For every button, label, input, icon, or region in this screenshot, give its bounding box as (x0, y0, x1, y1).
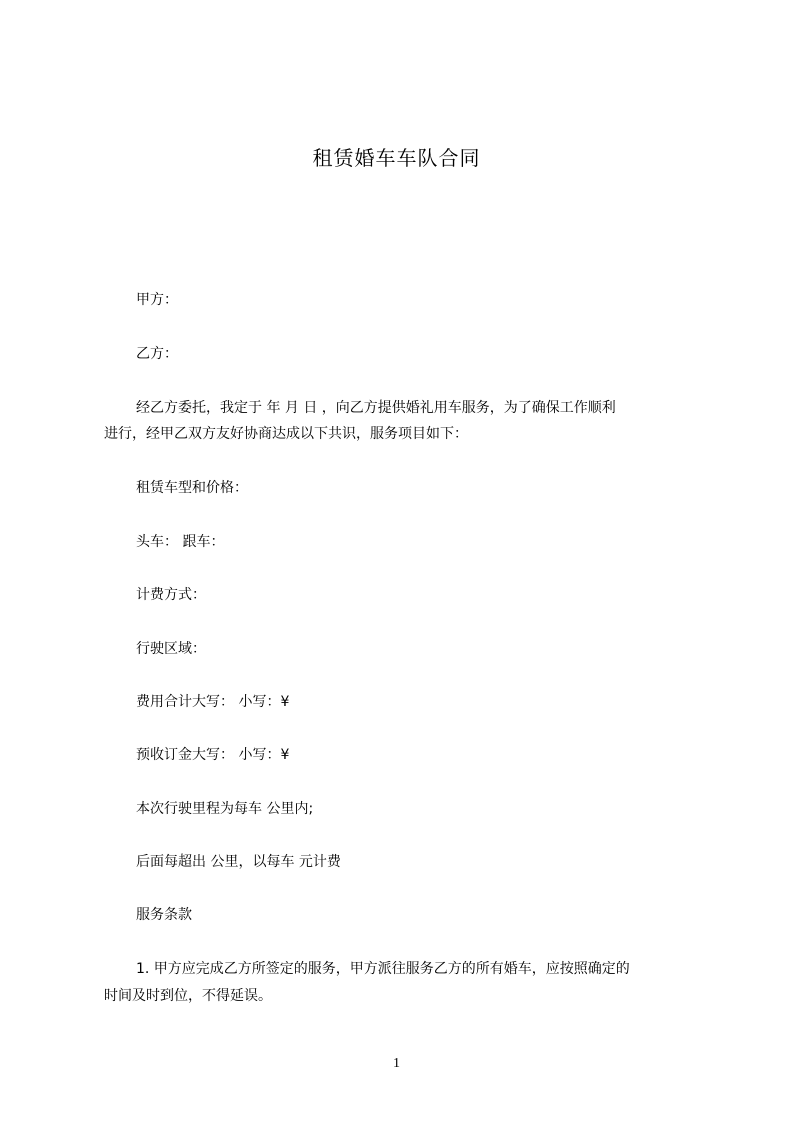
deposit-label: 预收订金大写： 小写：¥ (136, 747, 290, 763)
term-1-line-1: 1. 甲方应完成乙方所签定的服务，甲方派往服务乙方的所有婚车，应按照确定的 (136, 961, 630, 977)
intro-paragraph-line-2: 进行，经甲乙双方友好协商达成以下共识，服务项目如下： (104, 426, 468, 442)
driving-area-label: 行驶区域： (136, 641, 206, 657)
lead-follow-car-label: 头车： 跟车： (136, 534, 225, 550)
car-type-price-label: 租赁车型和价格： (136, 480, 248, 496)
service-terms-heading: 服务条款 (136, 907, 192, 923)
total-cost-label: 费用合计大写： 小写：¥ (136, 694, 290, 710)
document-title: 租赁婚车车队合同 (312, 146, 481, 170)
intro-paragraph-line-1: 经乙方委托，我定于 年 月 日 ，向乙方提供婚礼用车服务，为了确保工作顺利 (136, 400, 616, 416)
mileage-clause: 本次行驶里程为每车 公里内; (136, 801, 314, 817)
term-1-line-2: 时间及时到位，不得延误。 (104, 988, 272, 1004)
party-a-label: 甲方： (136, 292, 178, 308)
page-number: 1 (393, 1056, 400, 1071)
party-b-label: 乙方： (136, 346, 178, 362)
excess-mileage-clause: 后面每超出 公里，以每车 元计费 (136, 854, 341, 870)
billing-method-label: 计费方式： (136, 587, 206, 603)
